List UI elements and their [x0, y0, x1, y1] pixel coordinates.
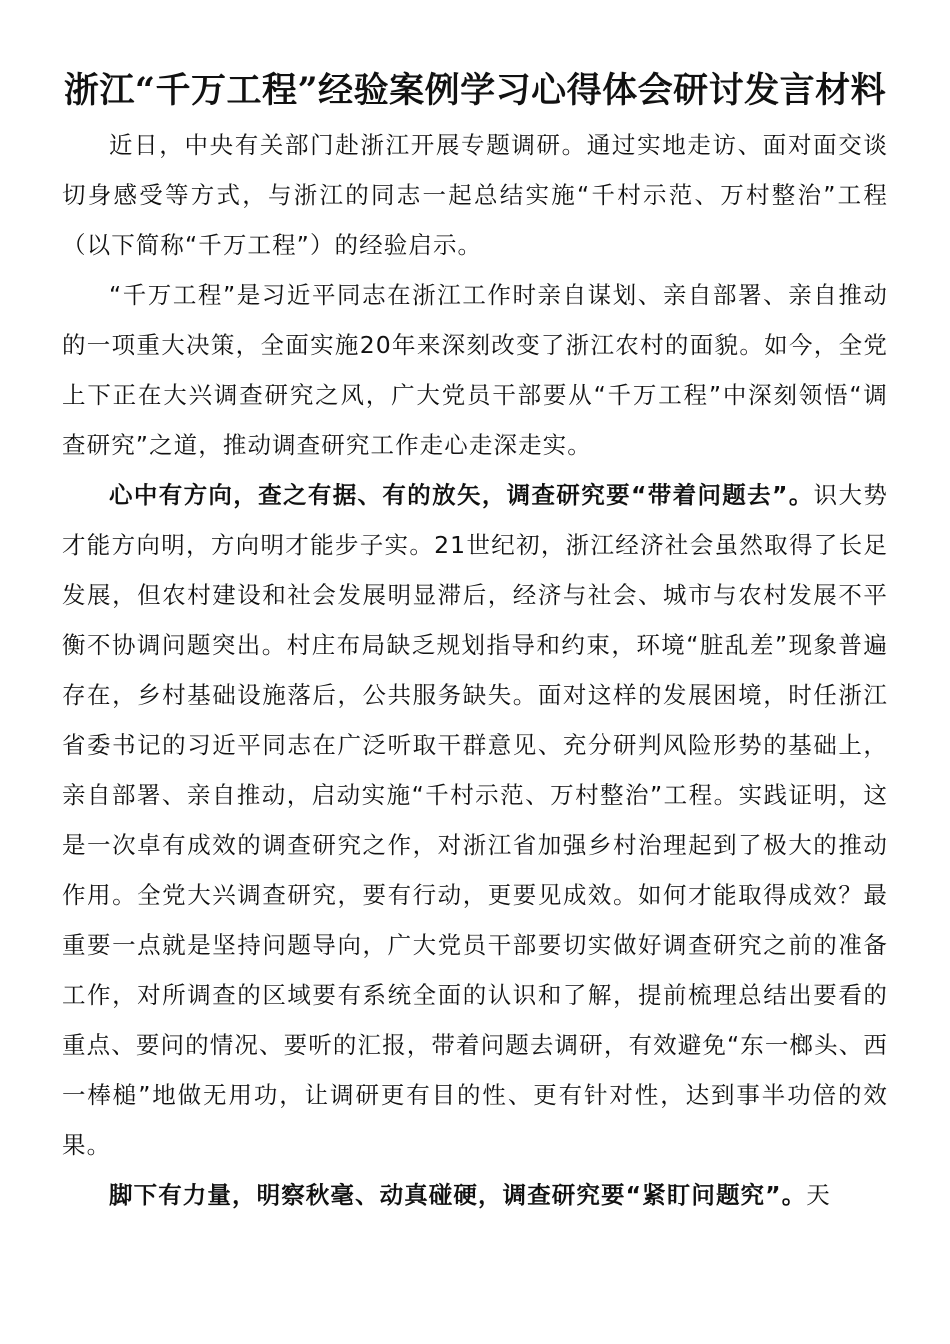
paragraph-text: 识大势才能方向明，方向明才能步子实。21世纪初，浙江经济社会虽然取得了长足发展，但农村建设和社会发展明显滞后，经济与社会、城市与农村发展不平衡不协调问题突出。村庄布局缺乏规划指导和约束，环境“脏乱差”现象普遍存在，乡村基础设施落后，公共服务缺失。面对这样的发展困境，时任浙江省委书记的习近平同志在广泛听取干群意见、充分研判风险形势的基础上，亲自部署、亲自推动，启动实施“千村示范、万村整治”工程。实践证明，这是一次卓有成效的调查研究之作，对浙江省加强乡村治理起到了极大的推动作用。全党大兴调查研究，要有行动，更要见成效。如何才能取得成效？最重要一点就是坚持问题导向，广大党员干部要切实做好调查研究之前的准备工作，对所调查的区域要有系统全面的认识和了解，提前梳理总结出要看的重点、要问的情况、要听的汇报，带着问题去调研，有效避免“东一榔头、西一棒槌”地做无用功，让调研更有目的性、更有针对性，达到事半功倍的效果。 — [62, 481, 888, 1159]
paragraph-background — [62, 270, 888, 470]
section-heading: 脚下有力量，明察秋毫、动真碰硬，调查研究要“紧盯问题究”。 — [109, 1181, 807, 1209]
document-title: 浙江“千万工程”经验案例学习心得体会研讨发言材料 — [63, 70, 887, 111]
section-heading: 心中有方向，查之有据、有的放矢，调查研究要“带着问题去”。 — [109, 481, 814, 509]
paragraph-text: “千万工程”是习近平同志在浙江工作时亲自谋划、亲自部署、亲自推动的一项重大决策，全面实施20年来深刻改变了浙江农村的面貌。如今，全党上下正在大兴调查研究之风，广大党员干部要从“千万工程”中深刻领悟“调查研究”之道，推动调查研究工作走心走深走实。 — [62, 281, 888, 459]
paragraph-text: 天 — [806, 1181, 831, 1209]
document-page — [62, 66, 888, 1220]
paragraph-text: 近日，中央有关部门赴浙江开展专题调研。通过实地走访、面对面交谈切身感受等方式，与浙江的同志一起总结实施“千村示范、万村整治”工程（以下简称“千万工程”）的经验启示。 — [62, 131, 888, 259]
paragraph-section-2 — [62, 1170, 888, 1220]
paragraph-intro — [62, 120, 888, 270]
paragraph-section-1 — [62, 470, 888, 1170]
